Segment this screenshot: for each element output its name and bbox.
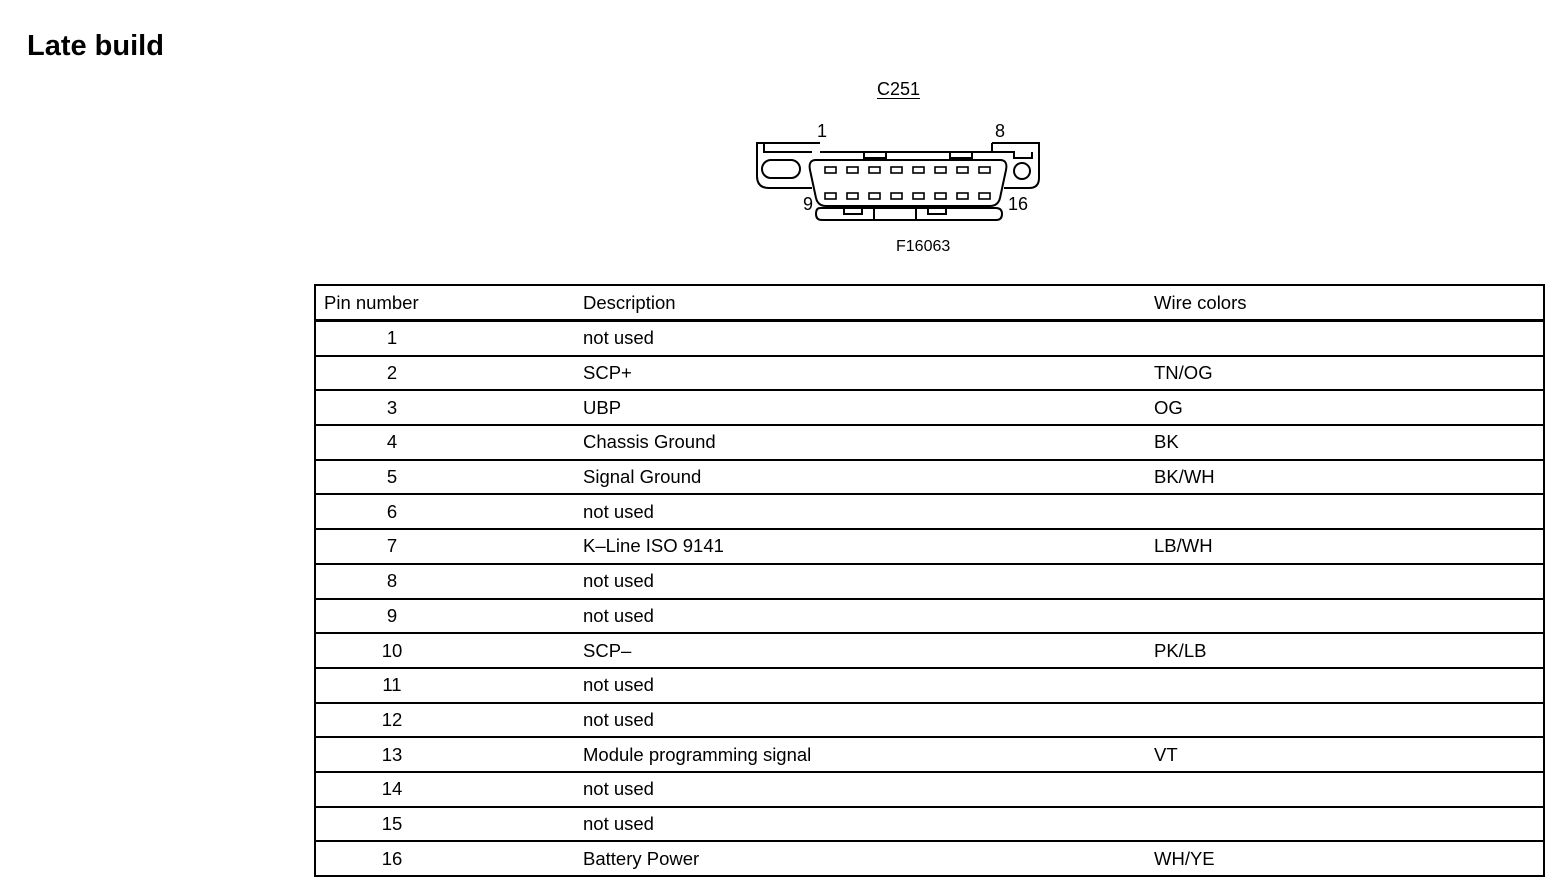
table-row [315,356,1544,391]
pin-label-1: 1 [817,121,828,141]
pin-11 [869,193,880,199]
header-description: Description [583,285,1154,321]
pin-8 [979,167,990,173]
pin-number-cell: 11 [315,668,583,703]
wire-color-cell [1154,564,1544,599]
wire-color-cell [1154,703,1544,738]
figure-code-label: F16063 [896,238,951,255]
description-cell: not used [583,807,1154,842]
pin-row-top [825,167,990,173]
header-pin-number: Pin number [315,285,583,321]
table-row [315,529,1544,564]
wire-color-cell: LB/WH [1154,529,1544,564]
pin-number-cell: 10 [315,633,583,668]
pin-9 [825,193,836,199]
wire-color-cell: PK/LB [1154,633,1544,668]
pin-4 [891,167,902,173]
table-row [315,599,1544,634]
pin-table-header-row [315,285,1544,321]
connector-body [810,160,1007,206]
pin-number-cell: 14 [315,772,583,807]
description-cell: Battery Power [583,841,1154,876]
wire-color-cell [1154,599,1544,634]
pin-10 [847,193,858,199]
table-row [315,737,1544,772]
description-cell: K–Line ISO 9141 [583,529,1154,564]
pin-2 [847,167,858,173]
pin-number-cell: 5 [315,460,583,495]
wire-color-cell: TN/OG [1154,356,1544,391]
pin-table [314,284,1545,877]
description-cell: Signal Ground [583,460,1154,495]
pin-label-9: 9 [803,194,814,214]
pin-12 [891,193,902,199]
pin-number-cell: 12 [315,703,583,738]
table-row [315,633,1544,668]
table-row [315,841,1544,876]
description-cell: SCP+ [583,356,1154,391]
pin-number-cell: 6 [315,494,583,529]
description-cell: not used [583,772,1154,807]
pin-15 [957,193,968,199]
pin-3 [869,167,880,173]
pin-number-cell: 13 [315,737,583,772]
pin-7 [957,167,968,173]
wire-color-cell: VT [1154,737,1544,772]
wire-color-cell [1154,321,1544,356]
description-cell: SCP– [583,633,1154,668]
pin-label-16: 16 [1008,194,1029,214]
wire-color-cell: BK [1154,425,1544,460]
table-row [315,807,1544,842]
description-cell: not used [583,321,1154,356]
pin-number-cell: 8 [315,564,583,599]
description-cell: not used [583,494,1154,529]
wire-color-cell: BK/WH [1154,460,1544,495]
pin-13 [913,193,924,199]
table-row [315,425,1544,460]
pin-14 [935,193,946,199]
pin-number-cell: 15 [315,807,583,842]
pin-1 [825,167,836,173]
wire-color-cell: WH/YE [1154,841,1544,876]
wire-color-cell [1154,494,1544,529]
description-cell: Module programming signal [583,737,1154,772]
table-row [315,494,1544,529]
wire-color-cell [1154,772,1544,807]
pin-number-cell: 16 [315,841,583,876]
description-cell: not used [583,668,1154,703]
description-cell: UBP [583,390,1154,425]
pin-table-body [315,321,1544,877]
pin-number-cell: 7 [315,529,583,564]
pin-number-cell: 2 [315,356,583,391]
wire-color-cell [1154,668,1544,703]
connector-left-slot [762,160,800,178]
table-row [315,321,1544,356]
table-row [315,460,1544,495]
pin-number-cell: 1 [315,321,583,356]
pin-row-bottom [825,193,990,199]
table-row [315,772,1544,807]
pin-5 [913,167,924,173]
wire-color-cell [1154,807,1544,842]
description-cell: not used [583,703,1154,738]
obd-connector-diagram [752,138,1044,226]
connector-id-label: C251 [877,79,921,99]
pin-label-8: 8 [995,121,1006,141]
table-row [315,564,1544,599]
page-heading: Late build [27,30,164,62]
pin-16 [979,193,990,199]
wire-color-cell: OG [1154,390,1544,425]
pin-number-cell: 9 [315,599,583,634]
pin-6 [935,167,946,173]
description-cell: Chassis Ground [583,425,1154,460]
table-row [315,390,1544,425]
connector-right-hole [1014,163,1030,179]
table-row [315,668,1544,703]
pin-number-cell: 4 [315,425,583,460]
table-row [315,703,1544,738]
description-cell: not used [583,564,1154,599]
description-cell: not used [583,599,1154,634]
header-wire-colors: Wire colors [1154,285,1544,321]
pin-number-cell: 3 [315,390,583,425]
